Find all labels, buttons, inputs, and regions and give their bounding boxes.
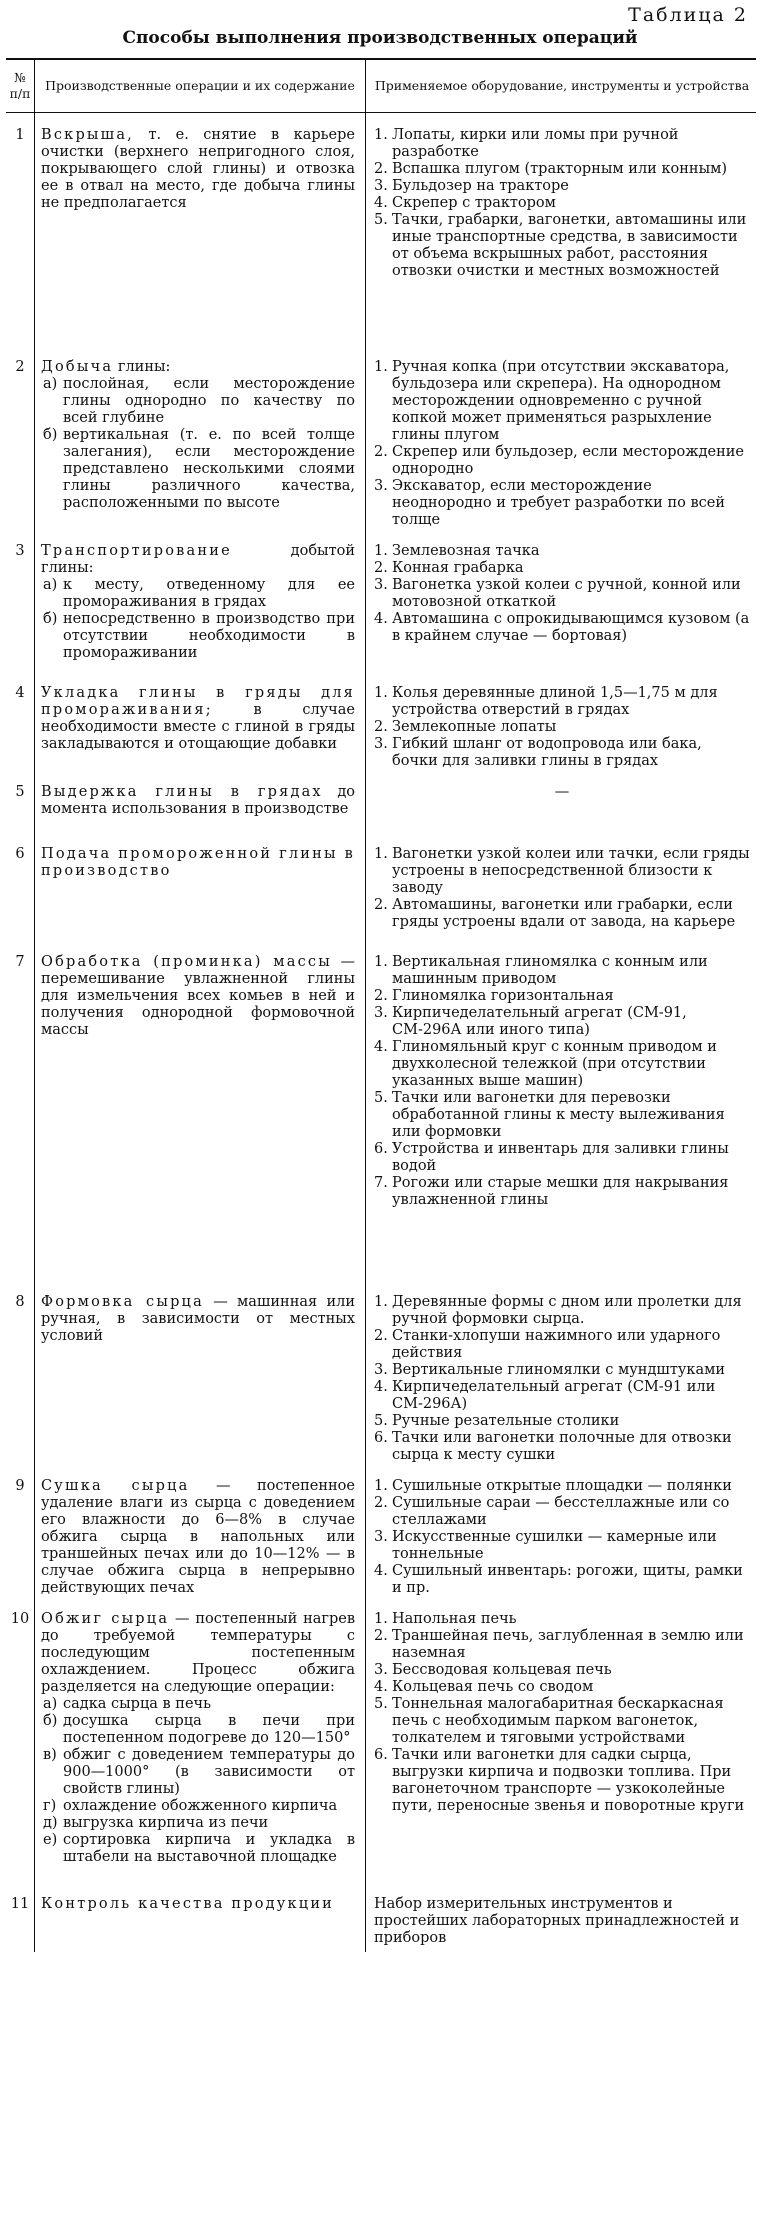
- equipment-text: Экскаватор, если месторождение неоднородно и требует разработки по всей толще: [392, 478, 725, 528]
- equipment-number: 1.: [374, 685, 388, 701]
- equipment-item: [374, 846, 750, 897]
- equipment-text: Лопаты, кирки или ломы при ручной разработке: [392, 127, 679, 160]
- equipment-text: Сушильные сараи — бесстеллажные или со стеллажами: [392, 1495, 730, 1528]
- equipment-item: [374, 1294, 750, 1328]
- equipment-number: 1.: [374, 1611, 388, 1627]
- equipment-text: Автомашина с опрокидывающимся кузовом (а в крайнем случае — бортовая): [392, 611, 750, 644]
- row-number: 11: [10, 1896, 30, 1912]
- operation-text: — постепенный нагрев до требуемой температуры с последующим постепенным охлаждением. Процесс обжига разделяется на следующие операции:: [41, 1611, 355, 1695]
- equipment-text: Станки-хлопуши нажимного или ударного действия: [392, 1328, 721, 1361]
- equipment-text: Тачки, грабарки, вагонетки, автомашины или иные транспортные средства, в зависимости от объема вскрышных работ, расстояния отвозки очистки и местных возможностей: [392, 212, 747, 279]
- equipment-number: 6.: [374, 1747, 388, 1763]
- row-number: 2: [15, 359, 25, 375]
- equipment-number: 5.: [374, 212, 388, 228]
- equipment-item: [374, 1430, 750, 1464]
- equipment-number: 3.: [374, 736, 388, 752]
- subitem-text: послойная, если месторождение глины однородно по качеству по всей глубине: [63, 376, 355, 426]
- operation-subitem: [41, 1798, 355, 1815]
- equipment-text: Искусственные сушилки — камерные или тоннельные: [392, 1529, 717, 1562]
- subitem-marker: б): [43, 427, 58, 443]
- operations-table: [6, 58, 756, 1952]
- equipment-number: 7.: [374, 1175, 388, 1191]
- row-number: 6: [15, 846, 25, 862]
- equipment-text: Скрепер с трактором: [392, 195, 556, 211]
- equipment-item: [374, 988, 750, 1005]
- equipment-item: [374, 212, 750, 280]
- subitem-marker: а): [43, 1696, 58, 1712]
- operation-name: Укладка глины в гряды для промораживания;: [41, 685, 355, 718]
- equipment-number: 2.: [374, 1628, 388, 1644]
- equipment-item: [374, 178, 750, 195]
- row-number: 9: [15, 1478, 25, 1494]
- equipment-text: Кольцевая печь со сводом: [392, 1679, 594, 1695]
- equipment-number: 1.: [374, 543, 388, 559]
- equipment-item: [374, 1662, 750, 1679]
- equipment-item: [374, 736, 750, 770]
- operation-text: добытой глины:: [41, 543, 355, 576]
- equipment-cell: [366, 1464, 756, 1597]
- equipment-number: 2.: [374, 1495, 388, 1511]
- equipment-cell: [366, 940, 756, 1280]
- operation-subitem: [41, 376, 355, 427]
- row-number: 3: [15, 543, 25, 559]
- equipment-text: Землекопные лопаты: [392, 719, 557, 735]
- table-body: [6, 113, 756, 1952]
- equipment-text: Землевозная тачка: [392, 543, 540, 559]
- equipment-item: [374, 1628, 750, 1662]
- equipment-item: [374, 127, 750, 161]
- table-row: [6, 1464, 756, 1597]
- equipment-text: Гибкий шланг от водопровода или бака, бочки для заливки глины в грядах: [392, 736, 702, 769]
- operation-subitem: [41, 1832, 355, 1866]
- table-row: [6, 832, 756, 940]
- equipment-cell: [366, 832, 756, 940]
- equipment-text: Автомашины, вагонетки или грабарки, если гряды устроены вдали от завода, на карьере: [392, 897, 736, 930]
- operation-subitem: [41, 1713, 355, 1747]
- equipment-number: 4.: [374, 1039, 388, 1055]
- subitem-text: досушка сырца в печи при постепенном подогреве до 120—150°: [63, 1713, 355, 1746]
- equipment-item: [374, 1563, 750, 1597]
- equipment-item: [374, 1495, 750, 1529]
- operation-description: [41, 127, 355, 212]
- equipment-cell: [366, 113, 756, 345]
- equipment-item: [374, 1478, 750, 1495]
- operation-subitem: [41, 611, 355, 662]
- operation-subitem: [41, 1696, 355, 1713]
- equipment-cell: [366, 529, 756, 671]
- equipment-item: [374, 444, 750, 478]
- equipment-item: [374, 161, 750, 178]
- operation-name: Обработка (проминка) массы: [41, 954, 332, 970]
- equipment-item: [374, 1379, 750, 1413]
- equipment-item: [374, 1679, 750, 1696]
- equipment-item: [374, 897, 750, 931]
- equipment-item: [374, 1141, 750, 1175]
- equipment-text: Деревянные формы с дном или пролетки для ручной формовки сырца.: [392, 1294, 742, 1327]
- row-number: 4: [15, 685, 25, 701]
- equipment-text: Рогожи или старые мешки для накрывания увлажненной глины: [392, 1175, 729, 1208]
- table-row: [6, 345, 756, 529]
- operation-name: Вскрыша,: [41, 127, 134, 143]
- operation-subitem: [41, 1815, 355, 1832]
- equipment-cell: [366, 671, 756, 770]
- equipment-cell: [366, 1882, 756, 1952]
- subitem-marker: г): [43, 1798, 57, 1814]
- operation-cell: [34, 1464, 366, 1597]
- equipment-item: [374, 1529, 750, 1563]
- equipment-cell: [366, 1597, 756, 1882]
- equipment-item: [374, 954, 750, 988]
- equipment-text: Напольная печь: [392, 1611, 517, 1627]
- equipment-number: 1.: [374, 1478, 388, 1494]
- equipment-item: [374, 560, 750, 577]
- operation-description: [41, 784, 355, 818]
- equipment-item: [374, 543, 750, 560]
- table-row: [6, 1597, 756, 1882]
- operation-cell: [34, 1597, 366, 1882]
- equipment-text: Кирпичеделательный агрегат (СМ-91 или СМ-296А): [392, 1379, 716, 1412]
- table-row: [6, 1882, 756, 1952]
- equipment-text: Сушильные открытые площадки — полянки: [392, 1478, 732, 1494]
- equipment-text: Тачки или вагонетки для садки сырца, выгрузки кирпича и подвозки топлива. При вагонеточном транспорте — узкоколейные пути, переносные звенья и поворотные круги: [392, 1747, 745, 1814]
- equipment-number: 3.: [374, 178, 388, 194]
- table-header: [6, 60, 756, 113]
- equipment-number: 6.: [374, 1430, 388, 1446]
- operation-cell: [34, 940, 366, 1280]
- equipment-text: Бульдозер на тракторе: [392, 178, 569, 194]
- equipment-number: 3.: [374, 577, 388, 593]
- equipment-cell: [366, 345, 756, 529]
- subitem-text: вертикальная (т. е. по всей толще залегания), если месторождение представлено несколькими слоями глины различного качества, расположенными по высоте: [63, 427, 355, 511]
- equipment-number: 4.: [374, 1379, 388, 1395]
- equipment-text: Конная грабарка: [392, 560, 524, 576]
- operation-description: [41, 359, 355, 376]
- equipment-number: 1.: [374, 954, 388, 970]
- equipment-text: Траншейная печь, заглубленная в землю или наземная: [392, 1628, 744, 1661]
- equipment-number: 1.: [374, 127, 388, 143]
- operation-cell: [34, 671, 366, 770]
- equipment-item: [374, 359, 750, 444]
- subitem-text: садка сырца в печь: [63, 1696, 212, 1712]
- equipment-number: 4.: [374, 1679, 388, 1695]
- equipment-text: Глиномяльный круг с конным приводом и двухколесной тележкой (при отсутствии указанных выше машин): [392, 1039, 717, 1089]
- equipment-item: [374, 719, 750, 736]
- operation-name: Обжиг сырца: [41, 1611, 170, 1627]
- operation-name: Транспортирование: [41, 543, 232, 559]
- equipment-plain-text: —: [554, 784, 570, 800]
- equipment-item: [374, 1611, 750, 1628]
- operation-description: [41, 685, 355, 753]
- subitem-text: сортировка кирпича и укладка в штабели на выставочной площадке: [63, 1832, 355, 1865]
- operation-name: Сушка сырца: [41, 1478, 190, 1494]
- equipment-text: Ручная копка (при отсутствии экскаватора, бульдозера или скрепера). На однородном месторождении одновременно с ручной копкой может применяться разрыхление глины плугом: [392, 359, 730, 443]
- equipment-number: 5.: [374, 1413, 388, 1429]
- header-num: № п/п: [9, 70, 31, 101]
- equipment-number: 3.: [374, 1005, 388, 1021]
- row-number: 10: [10, 1611, 30, 1627]
- equipment-item: [374, 611, 750, 645]
- table-row: [6, 770, 756, 832]
- equipment-item: [374, 195, 750, 212]
- equipment-text: Устройства и инвентарь для заливки глины водой: [392, 1141, 729, 1174]
- equipment-text: Глиномялка горизонтальная: [392, 988, 614, 1004]
- operation-description: [41, 954, 355, 1039]
- equipment-number: 2.: [374, 1328, 388, 1344]
- equipment-number: 5.: [374, 1090, 388, 1106]
- operation-description: [41, 846, 355, 880]
- operation-cell: [34, 1280, 366, 1464]
- equipment-item: [374, 1328, 750, 1362]
- operation-cell: [34, 770, 366, 832]
- equipment-item: [374, 1005, 750, 1039]
- equipment-text: Ручные резательные столики: [392, 1413, 620, 1429]
- equipment-number: 1.: [374, 359, 388, 375]
- equipment-number: 3.: [374, 1662, 388, 1678]
- operation-cell: [34, 529, 366, 671]
- equipment-number: 2.: [374, 444, 388, 460]
- equipment-number: 3.: [374, 1529, 388, 1545]
- operation-subitem: [41, 577, 355, 611]
- equipment-text: Кирпичеделательный агрегат (СМ-91, СМ-296А или иного типа): [392, 1005, 687, 1038]
- header-operations: Производственные операции и их содержание: [34, 60, 366, 112]
- equipment-item: [374, 478, 750, 529]
- operation-cell: [34, 113, 366, 345]
- equipment-number: 2.: [374, 560, 388, 576]
- operation-text: т. е. снятие в карьере очистки (верхнего непригодного слоя, покрывающего слой глины) и отвозка ее в отвал на место, где добыча глины не предполагается: [41, 127, 355, 211]
- equipment-number: 3.: [374, 478, 388, 494]
- equipment-cell: [366, 1280, 756, 1464]
- equipment-item: [374, 1039, 750, 1090]
- subitem-marker: е): [43, 1832, 58, 1848]
- table-number: Таблица 2: [628, 4, 748, 26]
- row-number: 1: [15, 127, 25, 143]
- row-number: 5: [15, 784, 25, 800]
- operation-description: [41, 1896, 355, 1913]
- equipment-item: [374, 1362, 750, 1379]
- equipment-number: 2.: [374, 161, 388, 177]
- operation-name: Контроль качества продукции: [41, 1896, 335, 1912]
- subitem-marker: а): [43, 577, 58, 593]
- equipment-text: Вспашка плугом (тракторным или конным): [392, 161, 728, 177]
- equipment-number: 4.: [374, 195, 388, 211]
- subitem-marker: в): [43, 1747, 57, 1763]
- equipment-plain-text: Набор измерительных инструментов и простейших лабораторных принадлежностей и приборов: [374, 1896, 740, 1946]
- subitem-marker: б): [43, 611, 58, 627]
- operation-name: Добыча: [41, 359, 114, 375]
- equipment-item: [374, 1696, 750, 1747]
- operation-subitem: [41, 427, 355, 512]
- equipment-text: Бессводовая кольцевая печь: [392, 1662, 612, 1678]
- operation-text: до момента использования в производстве: [41, 784, 355, 817]
- equipment-item: [374, 685, 750, 719]
- subitem-marker: д): [43, 1815, 58, 1831]
- operation-text: в случае необходимости вместе с глиной в гряды закладываются и отощающие добавки: [41, 702, 355, 752]
- table-row: [6, 529, 756, 671]
- operation-text: — машинная или ручная, в зависимости от местных условий: [41, 1294, 355, 1344]
- subitem-text: охлаждение обожженного кирпича: [63, 1798, 338, 1814]
- equipment-number: 2.: [374, 897, 388, 913]
- equipment-item: [374, 1175, 750, 1209]
- equipment-number: 6.: [374, 1141, 388, 1157]
- row-number: 8: [15, 1294, 25, 1310]
- operation-name: Выдержка глины в грядах: [41, 784, 323, 800]
- operation-text: — перемешивание увлажненной глины для измельчения всех комьев в ней и получения однородной формовочной массы: [41, 954, 355, 1038]
- equipment-number: 2.: [374, 988, 388, 1004]
- operation-cell: [34, 832, 366, 940]
- subitem-text: непосредственно в производство при отсутствии необходимости в промораживании: [63, 611, 355, 661]
- operation-text: — постепенное удаление влаги из сырца с доведением его влажности до 6—8% в случае обжига сырца в напольных или траншейных печах или до 10—12% — в случае обжига сырца в непрерывно действующих печах: [41, 1478, 355, 1596]
- operation-description: [41, 543, 355, 577]
- operation-description: [41, 1611, 355, 1696]
- subitem-text: обжиг с доведением температуры до 900—1000° (в зависимости от свойств глины): [63, 1747, 355, 1797]
- table-row: [6, 940, 756, 1280]
- equipment-number: 5.: [374, 1696, 388, 1712]
- equipment-text: Вагонетка узкой колеи с ручной, конной или мотовозной откаткой: [392, 577, 741, 610]
- equipment-text: Тачки или вагонетки полочные для отвозки сырца к месту сушки: [392, 1430, 732, 1463]
- subitem-marker: б): [43, 1713, 58, 1729]
- equipment-number: 2.: [374, 719, 388, 735]
- equipment-cell: [366, 770, 756, 832]
- equipment-number: 4.: [374, 611, 388, 627]
- equipment-text: Вагонетки узкой колеи или тачки, если гряды устроены в непосредственной близости к заводу: [392, 846, 750, 896]
- equipment-text: Сушильный инвентарь: рогожи, щиты, рамки и пр.: [392, 1563, 743, 1596]
- table-row: [6, 671, 756, 770]
- equipment-item: [374, 1090, 750, 1141]
- table-title: Способы выполнения производственных операций: [122, 28, 638, 48]
- operation-description: [41, 1478, 355, 1597]
- operation-subitem: [41, 1747, 355, 1798]
- equipment-text: Колья деревянные длиной 1,5—1,75 м для устройства отверстий в грядах: [392, 685, 718, 718]
- subitem-text: к месту, отведенному для ее промораживания в грядах: [63, 577, 355, 610]
- equipment-item: [374, 577, 750, 611]
- equipment-number: 3.: [374, 1362, 388, 1378]
- operation-cell: [34, 345, 366, 529]
- equipment-number: 1.: [374, 1294, 388, 1310]
- equipment-text: Тачки или вагонетки для перевозки обработанной глины к месту вылеживания или формовки: [392, 1090, 725, 1140]
- table-row: [6, 1280, 756, 1464]
- equipment-item: [374, 1747, 750, 1815]
- equipment-text: Скрепер или бульдозер, если месторождение однородно: [392, 444, 745, 477]
- equipment-text: Вертикальные глиномялки с мундштуками: [392, 1362, 726, 1378]
- equipment-item: [374, 1413, 750, 1430]
- operation-description: [41, 1294, 355, 1345]
- header-equipment: Применяемое оборудование, инструменты и устройства: [374, 78, 750, 94]
- equipment-number: 4.: [374, 1563, 388, 1579]
- operation-name: Формовка сырца: [41, 1294, 204, 1310]
- equipment-text: Тоннельная малогабаритная бескаркасная печь с необходимым парком вагонеток, толкателем и тяговыми устройствами: [392, 1696, 724, 1746]
- operation-cell: [34, 1882, 366, 1952]
- equipment-text: Вертикальная глиномялка с конным или машинным приводом: [392, 954, 708, 987]
- table-row: [6, 113, 756, 345]
- equipment-number: 1.: [374, 846, 388, 862]
- subitem-marker: а): [43, 376, 58, 392]
- operation-text: глины:: [113, 359, 171, 375]
- operation-name: Подача промороженной глины в производство: [41, 846, 355, 879]
- subitem-text: выгрузка кирпича из печи: [63, 1815, 269, 1831]
- row-number: 7: [15, 954, 25, 970]
